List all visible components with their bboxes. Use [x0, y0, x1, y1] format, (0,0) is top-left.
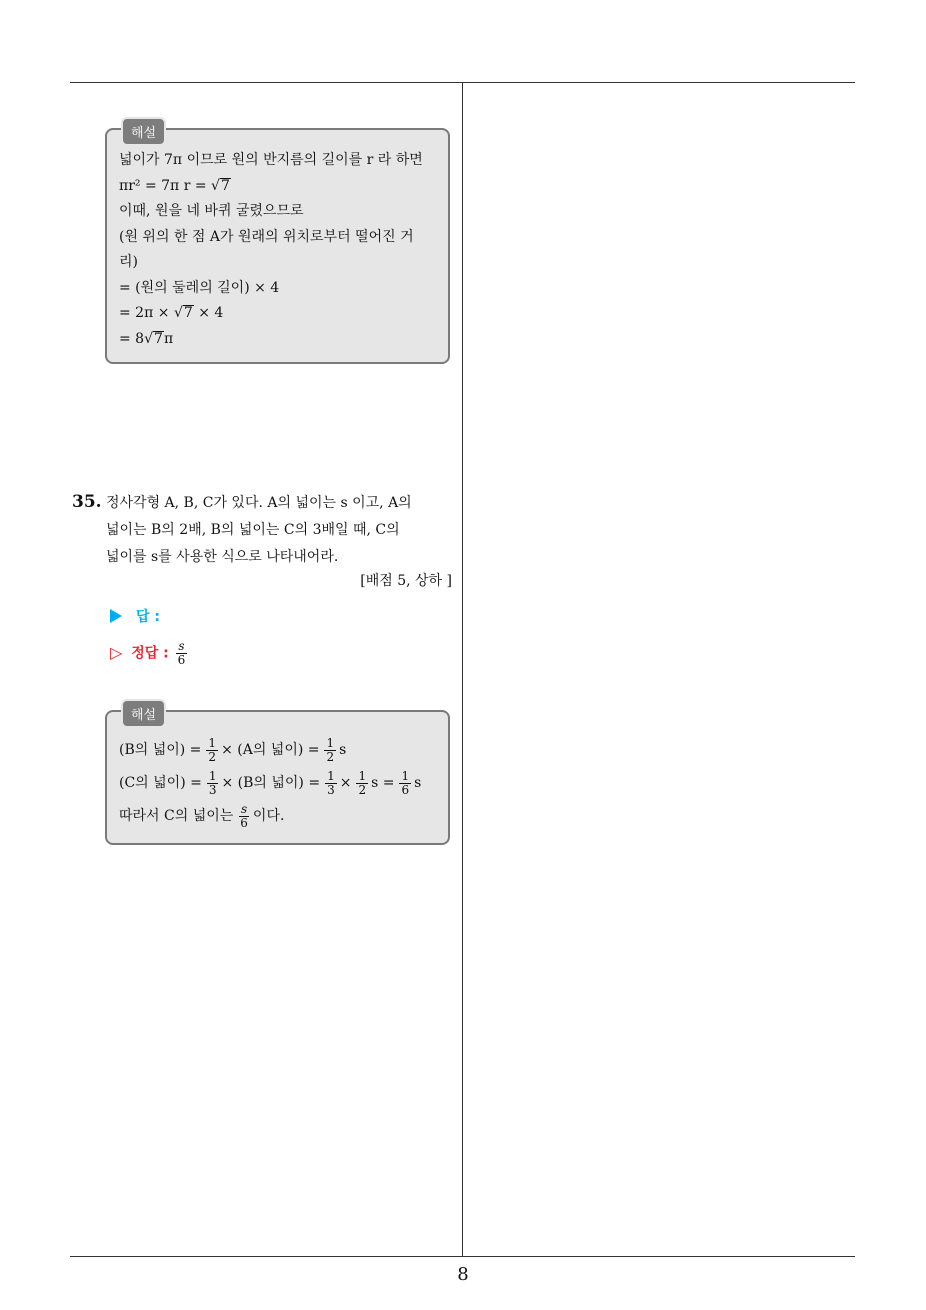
solution-line: (B의 넓이) = $\frac{1}{2}$ × (A의 넓이) = $\frac{1}{2}$ s [119, 736, 347, 764]
problem-line: 넓이는 B의 2배, B의 넓이는 C의 3배일 때, C의 [106, 522, 400, 538]
solution-tag: 해설 [121, 117, 166, 146]
solution-line: = 8√7π [119, 327, 436, 353]
correct-label: 정답 : [131, 645, 169, 662]
column-divider [462, 82, 463, 1257]
solution-line: (C의 넓이) = $\frac{1}{3}$ × (B의 넓이) = $\frac{1}{3}$ × $\frac{1}{2}$ s = $\frac{1}{6}$ s [119, 769, 422, 797]
fraction: $\frac{1}{2}$ [358, 769, 367, 797]
solution-line: (원 위의 한 점 A가 원래의 위치로부터 떨어진 거 [119, 228, 414, 245]
fraction: $\frac{1}{3}$ [208, 769, 217, 797]
answer-label: 답 : [136, 609, 160, 625]
play-arrow-icon [110, 609, 122, 623]
solution-line: 넓이가 7π 이므로 원의 반지름의 길이를 r 라 하면 [119, 152, 423, 168]
correct-fraction: $\frac{s}{6}$ [177, 639, 186, 667]
correct-answer-row [110, 640, 189, 667]
page-number: 8 [457, 1264, 469, 1285]
solution-line: 따라서 C의 넓이는 $\frac{s}{6}$ 이다. [119, 802, 285, 830]
problem-line: 넓이를 s를 사용한 식으로 나타내어라. [106, 549, 339, 565]
sqrt: √7 [173, 305, 193, 321]
problem-line: 정사각형 A, B, C가 있다. A의 넓이는 s 이고, A의 [106, 495, 412, 511]
fraction: $\frac{s}{6}$ [240, 802, 248, 830]
sqrt: √7 [144, 330, 163, 347]
solution-line: 리) [119, 254, 138, 270]
bottom-rule [70, 1256, 855, 1257]
answer-row [110, 606, 160, 626]
fraction: $\frac{1}{2}$ [208, 736, 217, 764]
solution-line: 이때, 원을 네 바퀴 굴렸으므로 [119, 203, 304, 219]
problem-number: 35. [72, 492, 102, 512]
sqrt: √7 [211, 177, 230, 194]
solution-tag: 해설 [121, 699, 166, 728]
problem-score: [배점 5, 상하 ] [360, 573, 452, 589]
solution-line: = 2π × √7 × 4 [119, 301, 436, 327]
solution-box-1 [105, 128, 450, 364]
outline-arrow-icon: ▷ [110, 642, 123, 662]
fraction: $\frac{1}{2}$ [326, 736, 335, 764]
problem-statement [106, 490, 462, 571]
solution-line: = (원의 둘레의 길이) × 4 [119, 279, 280, 296]
solution-box-2 [105, 710, 450, 845]
fraction: $\frac{1}{6}$ [401, 769, 410, 797]
solution-line: πr² = 7π r = √7 [119, 174, 436, 200]
fraction: $\frac{1}{3}$ [327, 769, 335, 797]
